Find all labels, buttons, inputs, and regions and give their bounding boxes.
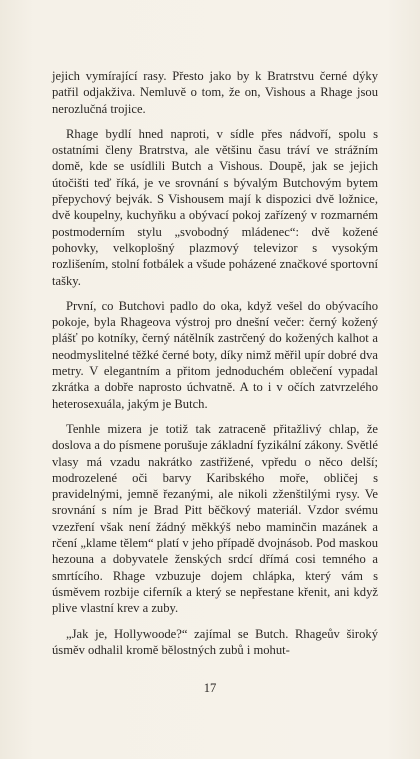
paragraph-2: Rhage bydlí hned naproti, v sídle přes nádvoří, spolu s ostatními členy Bratrstva, ale většinu času tráví ve strážním domě, kde se usídlili Butch a Vishous. Doupě, jak se jejich útočišti teď říká, je ve srovnání s bývalým Butchovým bytem přepychový bejvák. S Vishousem mají k dispozici dvě ložnice, dvě koupelny, kuchyňku a obývací pokoj zařízený v rozmarném postmoderním stylu „svobodný mládenec“: dvě kožené pohovky, velkoplošný plazmový televizor s vysokým rozlišením, stolní fotbálek a všude poházené značkové sportovní tašky. <box>52 126 378 288</box>
paragraph-1: jejich vymírající rasy. Přesto jako by k Bratrstvu černé dýky patřil odjakživa. Nemluvě o tom, že on, Vishous a Rhage jsou nerozlučná trojice. <box>52 69 378 116</box>
body-text <box>52 68 378 658</box>
paragraph-4: Tenhle mizera je totiž tak zatraceně přitažlivý chlap, že doslova a do písmene porušuje základní fyzikální zákony. Světlé vlasy má vzadu nakrátko zastřižené, vpředu o něco delší; modrozelené oči barvy Karibského moře, obličej s pravidelnými, jemně řezanými, ale nikoli zženštilými rysy. Ve srovnání s ním je Brad Pitt běčkový materiál. Vzdor svému vzezření však není žádný měkkýš nebo maminčin mazánek a rčení „klame tělem“ platí v jeho případě dvojnásob. Pod maskou hezouna a dobyvatele ženských srdcí dřímá cosi temného a smrtícího. Rhage vzbuzuje dojem chlápka, který vám s úsměvem rozbije ciferník a který se nepřestane křenit, ani když plive vlastní krev a zuby. <box>52 421 378 616</box>
paragraph-5: „Jak je, Hollywoode?“ zajímal se Butch. Rhageův široký úsměv odhalil kromě bělostných zubů i mohut- <box>52 626 378 657</box>
page-number: 17 <box>203 681 217 695</box>
paragraph-3: První, co Butchovi padlo do oka, když vešel do obývacího pokoje, byla Rhageova výstroj pro dnešní večer: černý kožený plášť po kotníky, černý nátělník zastrčený do kožených kalhot a neodmyslitelné těžké černé boty, díky nimž měřil upír dobré dva metry. V elegantním a přitom jednoduchém oblečení vypadal zkrátka a dobře naprosto úchvatně. A to i v očích zatvrzelého heterosexuála, jakým je Butch. <box>52 298 378 411</box>
